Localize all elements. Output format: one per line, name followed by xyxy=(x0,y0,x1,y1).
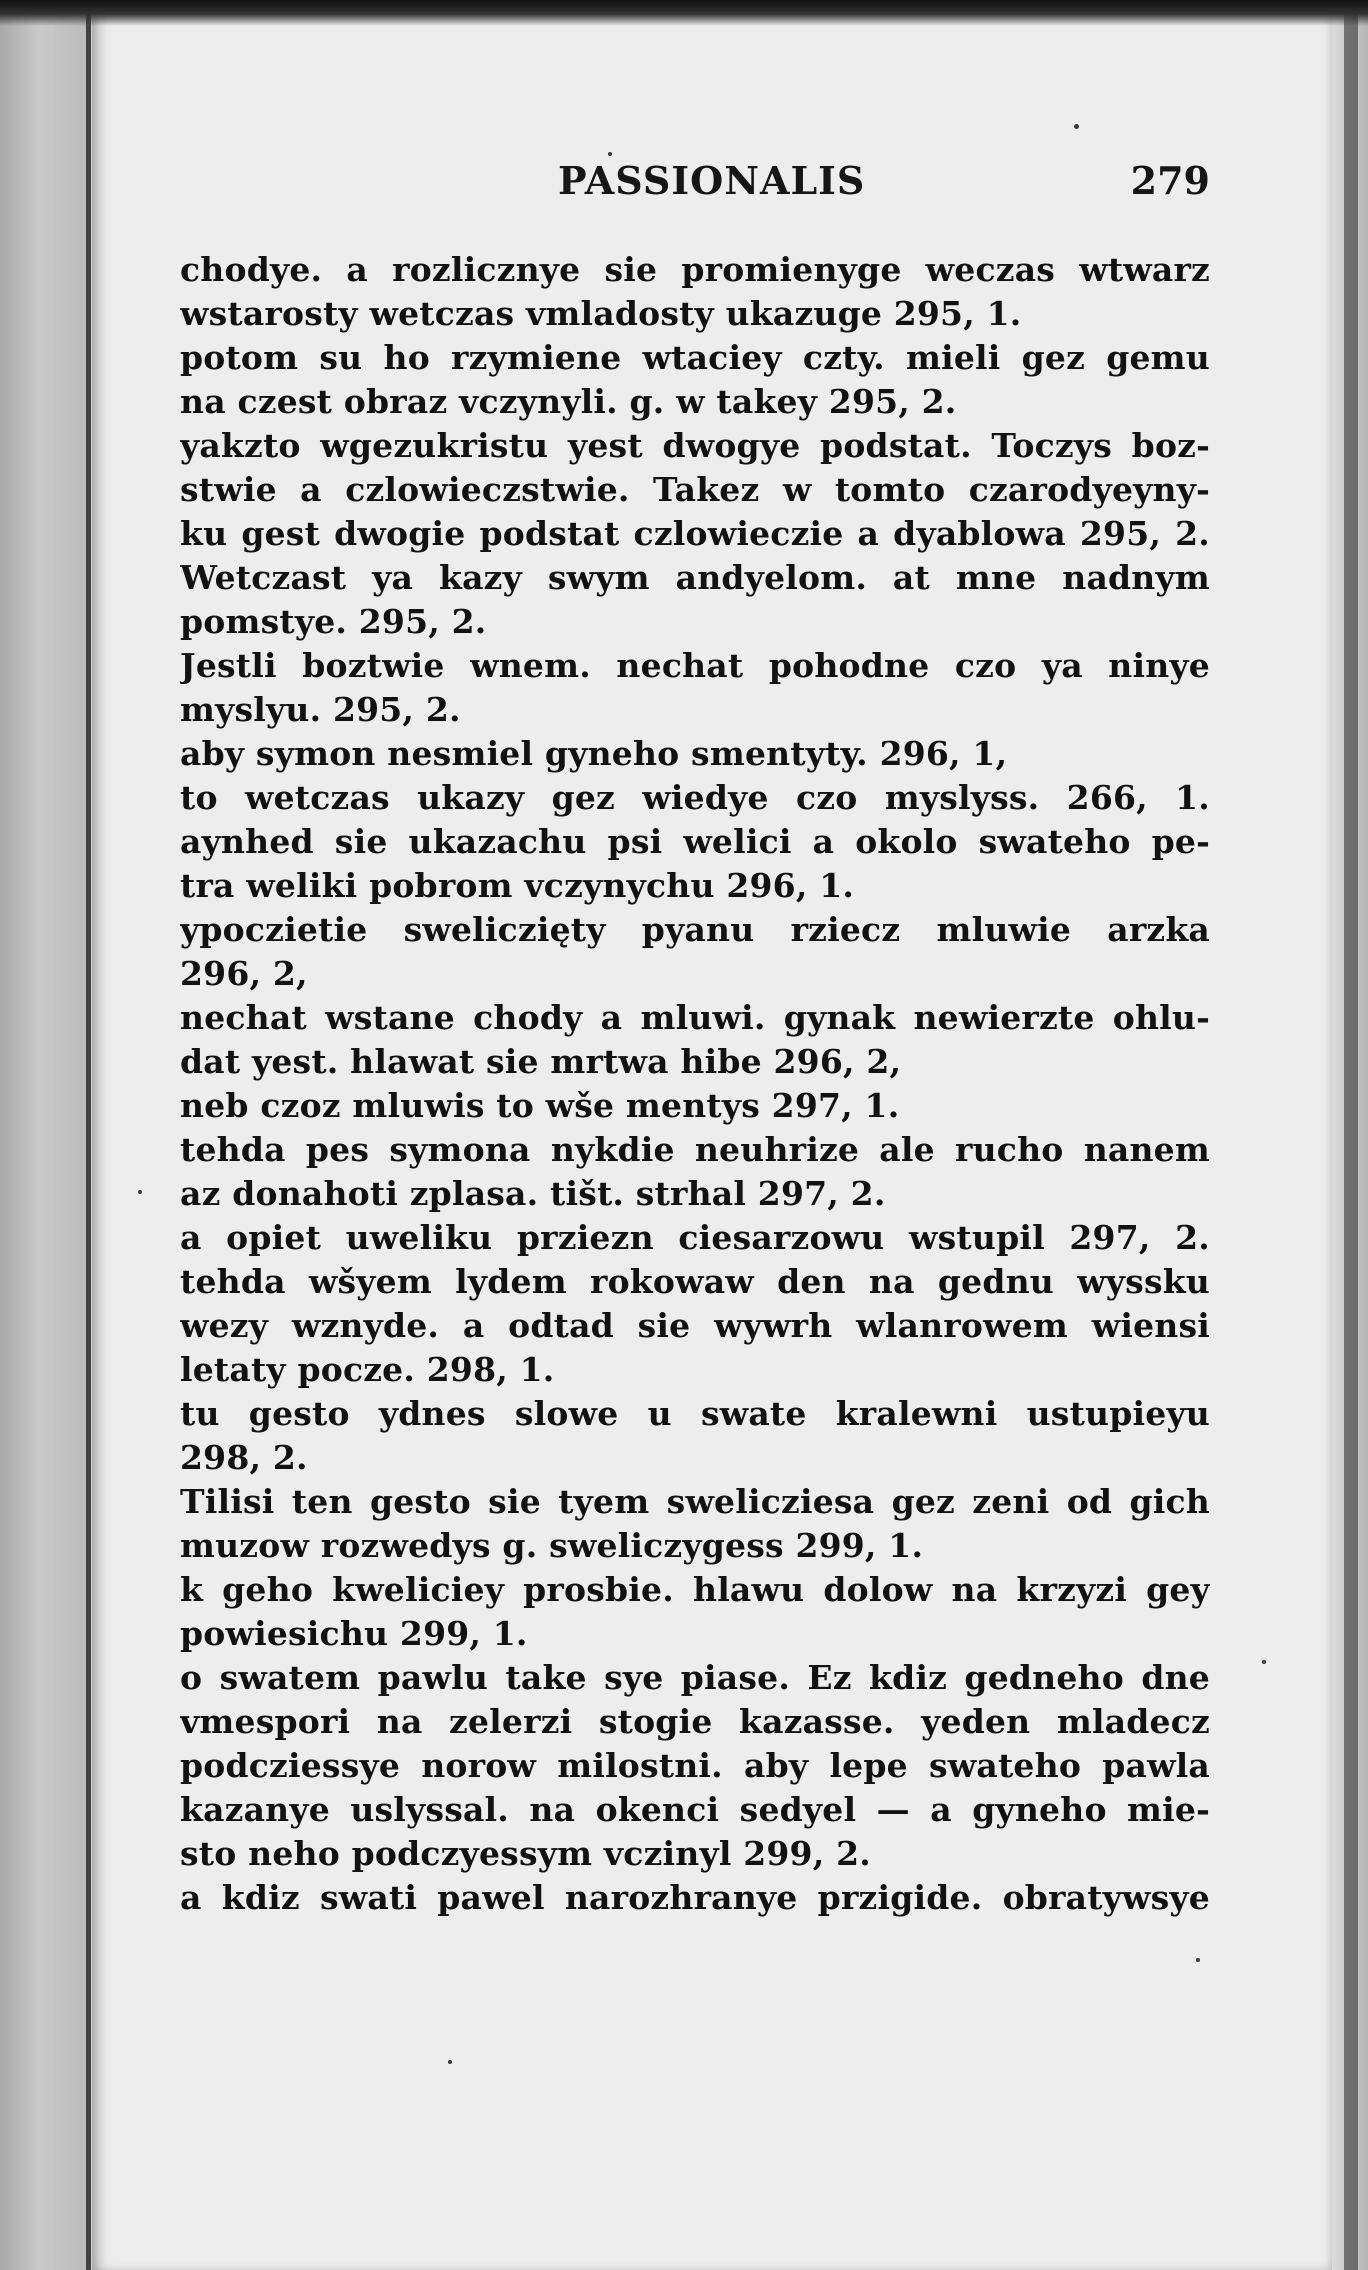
page-header xyxy=(180,158,1210,214)
text-line: potom su ho rzymiene wtaciey czty. mieli gez gemu xyxy=(180,338,1210,377)
text-line: nechat wstane chody a mluwi. gynak newierzte ohlu- xyxy=(180,998,1210,1037)
text-line: vmespori na zelerzi stogie kazasse. yeden mladecz xyxy=(180,1702,1210,1741)
text-line: Tilisi ten gesto sie tyem swelicziesa gez zeni od gich xyxy=(180,1482,1210,1521)
text-line: Wetczast ya kazy swym andyelom. at mne nadnym xyxy=(180,558,1210,597)
text-line: 296, 2, xyxy=(180,954,308,993)
scan-speck xyxy=(1074,124,1079,129)
text-line: a opiet uweliku prziezn ciesarzowu wstupil 297, 2. xyxy=(180,1218,1210,1257)
text-line: o swatem pawlu take sye piase. Ez kdiz gedneho dne xyxy=(180,1658,1210,1697)
text-line: sto neho podczyessym vczinyl 299, 2. xyxy=(180,1834,871,1873)
text-line: powiesichu 299, 1. xyxy=(180,1614,528,1653)
text-line: na czest obraz vczynyli. g. w takey 295, 2. xyxy=(180,382,957,421)
text-line: stwie a czlowieczstwie. Takez w tomto czarodyeyny- xyxy=(180,470,1210,509)
scan-speck xyxy=(608,152,612,156)
page-number: 279 xyxy=(1130,158,1210,203)
text-line: to wetczas ukazy gez wiedye czo myslyss. 266, 1. xyxy=(180,778,1210,817)
text-line: letaty pocze. 298, 1. xyxy=(180,1350,555,1389)
scan-top-border xyxy=(0,0,1368,26)
scan-speck xyxy=(138,1190,142,1194)
text-line: kazanye uslyssal. na okenci sedyel — a gyneho mie- xyxy=(180,1790,1210,1829)
text-line: 298, 2. xyxy=(180,1438,308,1477)
text-line: ypoczietie sweliczięty pyanu rziecz mluwie arzka xyxy=(180,910,1210,949)
text-line: k geho kweliciey prosbie. hlawu dolow na krzyzi gey xyxy=(180,1570,1210,1609)
text-line: pomstye. 295, 2. xyxy=(180,602,487,641)
text-line: tehda pes symona nykdie neuhrize ale rucho nanem xyxy=(180,1130,1210,1169)
text-line: tu gesto ydnes slowe u swate kralewni ustupieyu xyxy=(180,1394,1210,1433)
text-line: aynhed sie ukazachu psi welici a okolo swateho pe- xyxy=(180,822,1210,861)
body-text xyxy=(180,248,1210,1920)
running-title: PASSIONALIS xyxy=(558,158,866,203)
scan-speck xyxy=(1196,1958,1200,1962)
scan-speck xyxy=(448,2060,452,2064)
text-line: tra weliki pobrom vczynychu 296, 1. xyxy=(180,866,855,905)
text-line: neb czoz mluwis to wše mentys 297, 1. xyxy=(180,1086,900,1125)
text-line: ku gest dwogie podstat czlowieczie a dyablowa 295, 2. xyxy=(180,514,1210,553)
text-line: dat yest. hlawat sie mrtwa hibe 296, 2, xyxy=(180,1042,902,1081)
text-line: tehda wšyem lydem rokowaw den na gednu wyssku xyxy=(180,1262,1210,1301)
text-line: wezy wznyde. a odtad sie wywrh wlanrowem wiensi xyxy=(180,1306,1210,1345)
text-line: Jestli boztwie wnem. nechat pohodne czo ya ninye xyxy=(180,646,1210,685)
binding-edge xyxy=(86,0,91,2270)
text-line: wstarosty wetczas vmladosty ukazuge 295, 1. xyxy=(180,294,1022,333)
text-line: muzow rozwedys g. sweliczygess 299, 1. xyxy=(180,1526,924,1565)
page-edge-shadow xyxy=(1344,0,1358,2270)
scan-speck xyxy=(1262,1660,1266,1664)
text-line: a kdiz swati pawel narozhranye przigide. obratywsye xyxy=(180,1878,1210,1917)
text-line: az donahoti zplasa. tišt. strhal 297, 2. xyxy=(180,1174,886,1213)
text-line: yakzto wgezukristu yest dwogye podstat. Toczys boz- xyxy=(180,426,1210,465)
text-line: myslyu. 295, 2. xyxy=(180,690,461,729)
text-line: aby symon nesmiel gyneho smentyty. 296, 1, xyxy=(180,734,1008,773)
text-line: chodye. a rozlicznye sie promienyge weczas wtwarz xyxy=(180,250,1210,289)
text-line: podcziessye norow milostni. aby lepe swateho pawla xyxy=(180,1746,1210,1785)
